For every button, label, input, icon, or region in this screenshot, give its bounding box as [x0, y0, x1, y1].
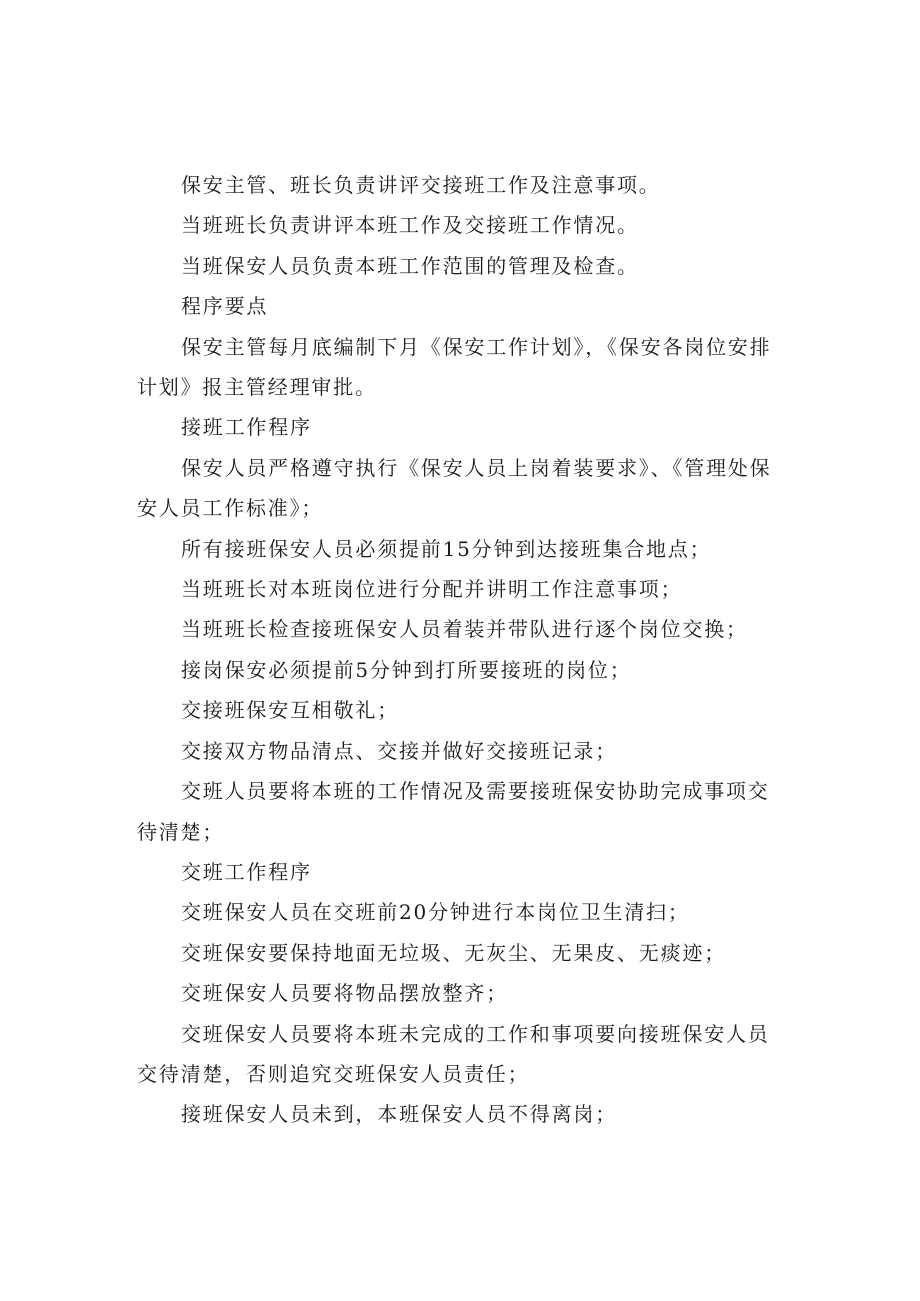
paragraph: 接岗保安必须提前5分钟到打所要接班的岗位； — [181, 657, 632, 682]
paragraph: 当班班长负责讲评本班工作及交接班工作情况。 — [181, 213, 639, 238]
section-heading: 接班工作程序 — [181, 415, 312, 440]
paragraph: 交接双方物品清点、交接并做好交接班记录； — [181, 738, 617, 763]
section-heading: 程序要点 — [181, 294, 269, 319]
paragraph: 保安主管、班长负责讲评交接班工作及注意事项。 — [181, 173, 661, 197]
document-body — [137, 165, 787, 1135]
paragraph: 保安主管每月底编制下月《保安工作计划》，《保安各岗位安排计划》报主管经理审批。 — [137, 334, 772, 400]
paragraph: 接班保安人员未到，本班保安人员不得离岗； — [181, 1102, 617, 1127]
paragraph: 当班班长对本班岗位进行分配并讲明工作注意事项； — [181, 577, 683, 602]
paragraph: 当班班长检查接班保安人员着装并带队进行逐个岗位交换； — [181, 617, 748, 642]
paragraph: 交班保安人员要将本班未完成的工作和事项要向接班保安人员交待清楚，否则追究交班保安人员责任； — [137, 1021, 770, 1086]
section-heading: 交班工作程序 — [181, 859, 312, 884]
paragraph: 保安人员严格遵守执行《保安人员上岗着装要求》、《管理处保安人员工作标准》； — [137, 455, 772, 521]
paragraph: 交班保安人员在交班前20分钟进行本岗位卫生清扫； — [181, 900, 690, 925]
paragraph: 交班保安要保持地面无垃圾、无灰尘、无果皮、无痰迹； — [181, 940, 726, 965]
paragraph: 所有接班保安人员必须提前15分钟到达接班集合地点； — [181, 536, 712, 561]
paragraph: 当班保安人员负责本班工作范围的管理及检查。 — [181, 253, 639, 278]
paragraph: 交班人员要将本班的工作情况及需要接班保安协助完成事项交待清楚； — [137, 779, 770, 844]
paragraph: 交班保安人员要将物品摆放整齐； — [181, 981, 508, 1006]
paragraph: 交接班保安互相敬礼； — [181, 698, 399, 723]
